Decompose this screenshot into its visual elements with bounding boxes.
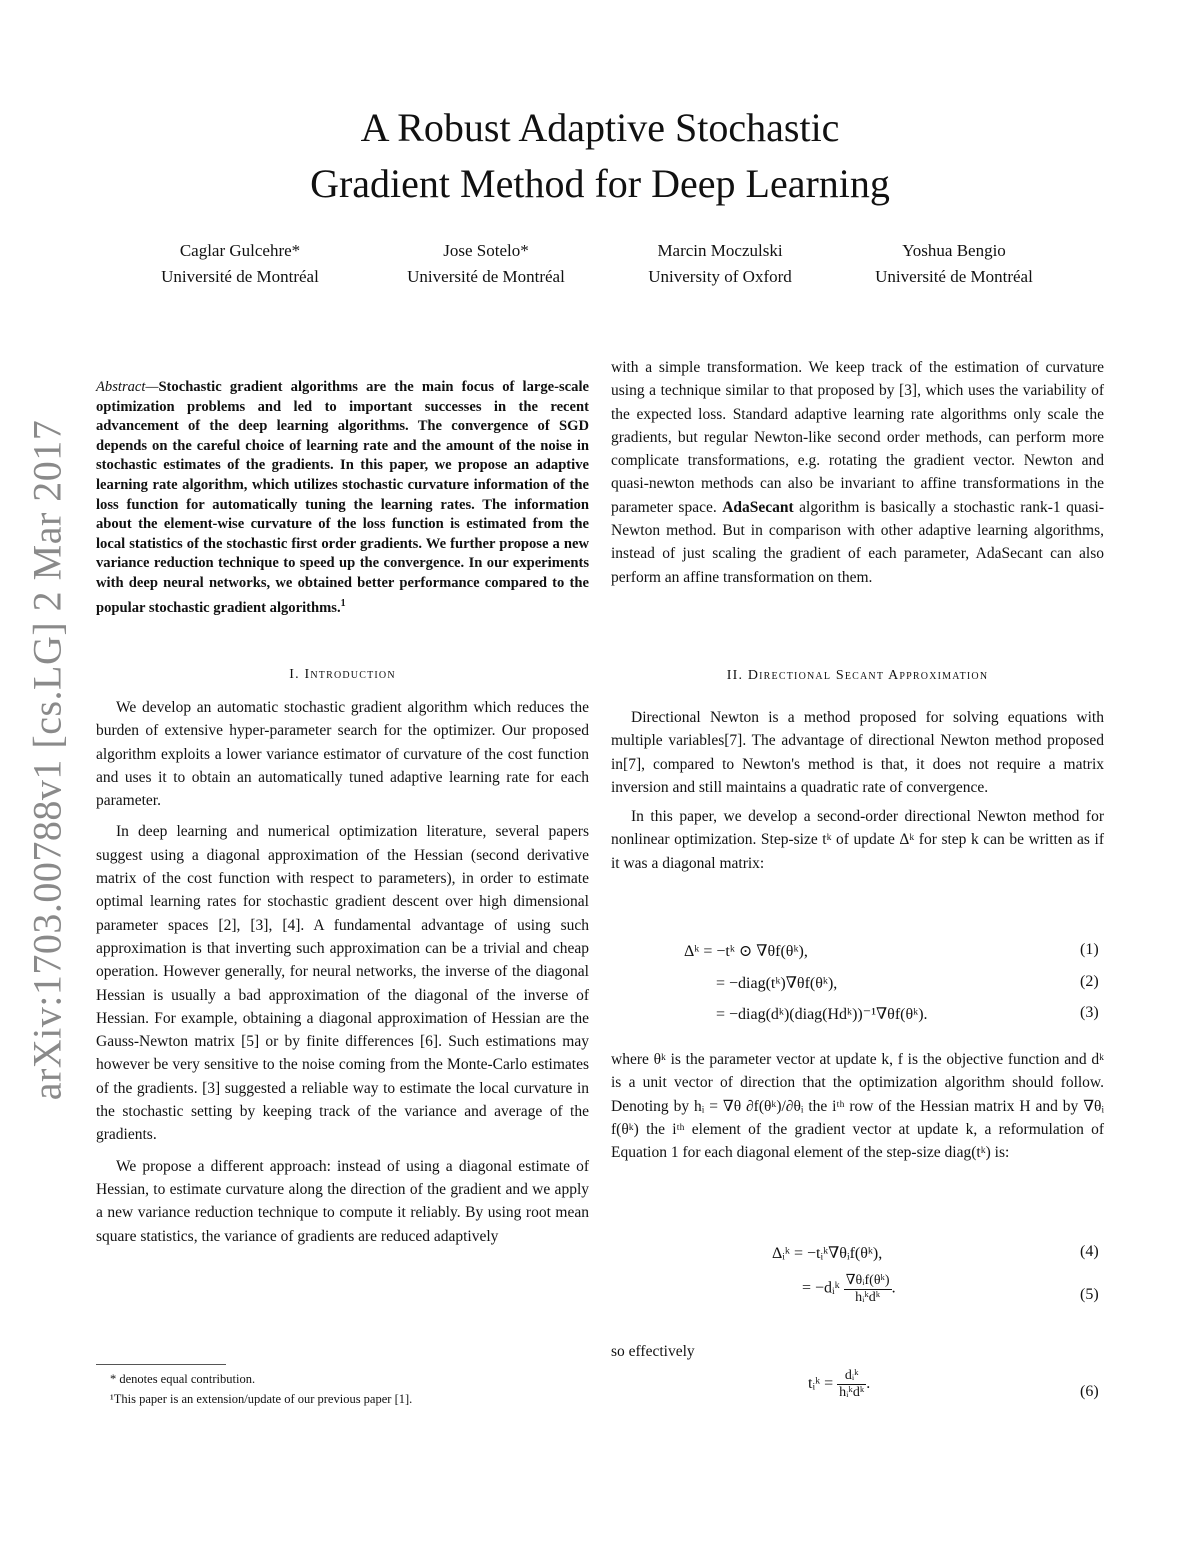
author-4 xyxy=(834,238,1074,290)
equation-number-2: (2) xyxy=(1080,973,1099,990)
equation-4: Δᵢᵏ = −tᵢᵏ∇θᵢf(θᵏ), xyxy=(772,1245,883,1262)
section-heading-directional-secant: II. Directional Secant Approximation xyxy=(726,668,989,683)
intro-paragraph-1: We develop an automatic stochastic gradient algorithm which reduces the burden of extensive hyper-parameter search for the optimizer. Our proposed algorithm exploits a lower variance estimator of curvature of the cost function and uses it to obtain an automatically tuned adaptive learning rate for each parameter. xyxy=(96,699,589,810)
author-name: Marcin Moczulski xyxy=(657,241,783,260)
equation-6: tᵢᵏ = $\frac{\text{dᵢᵏ}}{\text{hᵢᵏdᵏ}}$ . xyxy=(808,1368,871,1400)
footnote-rule xyxy=(96,1364,226,1365)
section2-body-bottom xyxy=(611,1340,1104,1363)
section-heading-introduction: I. Introduction xyxy=(289,667,396,682)
author-affiliation: University of Oxford xyxy=(648,267,792,286)
equation-3: = −diag(dᵏ)(diag(Hdᵏ))⁻¹∇θf(θᵏ). xyxy=(716,1006,928,1023)
author-name: Jose Sotelo* xyxy=(443,241,529,260)
equation-5-fraction: $\frac{\text{∇θᵢf(θᵏ)}}{\text{hᵢᵏdᵏ}}$ xyxy=(845,1273,890,1305)
section2-paragraph-3: where θᵏ is the parameter vector at update k, f is the objective function and dᵏ is a unit vector of direction that the optimization algorithm should follow. Denoting by hᵢ = ∇θ ∂f(θᵏ)/∂θᵢ the iᵗʰ row of the Hessian matrix H and by ∇θᵢ f(θᵏ) the iᵗʰ element of the gradient vector at update k, a reformulation of Equation 1 for each diagonal element of the step-size diag(tᵏ) is: xyxy=(611,1051,1104,1162)
author-2 xyxy=(366,238,606,290)
author-name: Yoshua Bengio xyxy=(902,241,1006,260)
right-paragraph-1: with a simple transformation. We keep track of the estimation of curvature using a technique similar to that proposed by [3], which uses the variability of the expected loss. Standard adaptive learning rate algorithms only scale the gradients, but regular Newton-like second order methods, can perform more complicate transformations, e.g. rotating the gradient vector. Newton and quasi-newton methods can also be invariant to affine transformations in the parameter space. AdaSecant algorithm is basically a stochastic rank-1 quasi-Newton method. But in comparison with other adaptive learning algorithms, instead of just scaling the gradient of each parameter, AdaSecant can also perform an affine transformation on them. xyxy=(611,359,1104,586)
footnote-equal-contribution: * denotes equal contribution. xyxy=(110,1372,256,1386)
author-1 xyxy=(120,238,360,290)
abstract xyxy=(96,378,589,618)
equation-number-5: (5) xyxy=(1080,1286,1099,1303)
equation-number-1: (1) xyxy=(1080,941,1099,958)
introduction-body xyxy=(96,696,589,1248)
intro-paragraph-3: We propose a different approach: instead of using a diagonal estimate of Hessian, to estimate curvature along the direction of the gradient and we apply a new variance reduction technique to compute it reliably. By using root mean square statistics, the variance of gradients are reduced adaptively xyxy=(96,1157,589,1245)
author-affiliation: Université de Montréal xyxy=(407,267,565,286)
footnote-extension: ¹This paper is an extension/update of our previous paper [1]. xyxy=(110,1392,413,1406)
abstract-lead: Abstract— xyxy=(96,379,159,395)
adasecant-term: AdaSecant xyxy=(722,498,794,516)
equation-1: Δᵏ = −tᵏ ⊙ ∇θf(θᵏ), xyxy=(684,943,808,960)
abstract-text: Stochastic gradient algorithms are the main focus of large-scale optimization problems and led to important successes in the recent advancement of the deep learning algorithms. The convergence of SGD depends on the careful choice of learning rate and the amount of the noise in stochastic estimates of the gradients. In this paper, we propose an adaptive learning rate algorithm, which utilizes stochastic curvature information of the loss function for automatically tuning the learning rates. The information about the element-wise curvature of the loss function is estimated from the local statistics of the stochastic first order gradients. We further propose a new variance reduction technique to speed up the convergence. In our experiments with deep neural networks, we obtained better performance compared to the popular stochastic gradient algorithms. xyxy=(96,379,589,616)
section2-body-top xyxy=(611,706,1104,875)
right-column-continuation xyxy=(611,356,1104,589)
author-name: Caglar Gulcehre* xyxy=(179,241,301,260)
paper-title xyxy=(100,100,1100,212)
equation-number-3: (3) xyxy=(1080,1004,1099,1021)
section2-paragraph-2: In this paper, we develop a second-order directional Newton method for nonlinear optimization. Step-size tᵏ of update Δᵏ for step k can be written as if it was a diagonal matrix: xyxy=(611,808,1104,872)
equation-6-fraction: $\frac{\text{dᵢᵏ}}{\text{hᵢᵏdᵏ}}$ xyxy=(839,1368,865,1400)
section2-paragraph-1: Directional Newton is a method proposed for solving equations with multiple variables[7]. The advantage of directional Newton method proposed in[7], compared to Newton's method is that, it does not require a matrix inversion and still maintains a quadratic rate of convergence. xyxy=(611,709,1104,796)
equation-2: = −diag(tᵏ)∇θf(θᵏ), xyxy=(716,975,838,992)
equation-number-6: (6) xyxy=(1080,1383,1099,1400)
title-line-1: A Robust Adaptive Stochastic xyxy=(360,105,840,150)
arxiv-stamp: arXiv:1703.00788v1 [cs.LG] 2 Mar 2017 xyxy=(24,419,70,1101)
author-affiliation: Université de Montréal xyxy=(875,267,1033,286)
author-3 xyxy=(600,238,840,290)
equation-5: = −dᵢᵏ $\frac{\text{∇θᵢf(θᵏ)}}{\text{hᵢᵏdᵏ}}$ . xyxy=(802,1273,896,1305)
author-affiliation: Université de Montréal xyxy=(161,267,319,286)
section2-paragraph-4: so effectively xyxy=(611,1343,695,1360)
equation-number-4: (4) xyxy=(1080,1243,1099,1260)
title-line-2: Gradient Method for Deep Learning xyxy=(310,161,890,206)
intro-paragraph-2: In deep learning and numerical optimization literature, several papers suggest using a diagonal approximation of the Hessian (second derivative matrix of the cost function with respect to parameters), in order to estimate optimal learning rates for stochastic gradient descent over high dimensional parameter spaces [2], [3], [4]. A fundamental advantage of using such approximation is that inverting such approximation can be a trivial and cheap operation. However generally, for neural networks, the inverse of the diagonal Hessian is usually a bad approximation of the diagonal of the inverse of Hessian. For example, obtaining a diagonal approximation of Hessian are the Gauss-Newton matrix [5] or by finite differences [6]. Such estimations may however be very sensitive to the noise coming from the Monte-Carlo estimates of the gradients. [3] suggested a reliable way to estimate the local curvature in the stochastic setting by keeping track of the variance and average of the gradients. xyxy=(96,823,589,1144)
abstract-footnote-mark: 1 xyxy=(340,597,346,609)
section2-body-middle xyxy=(611,1048,1104,1164)
